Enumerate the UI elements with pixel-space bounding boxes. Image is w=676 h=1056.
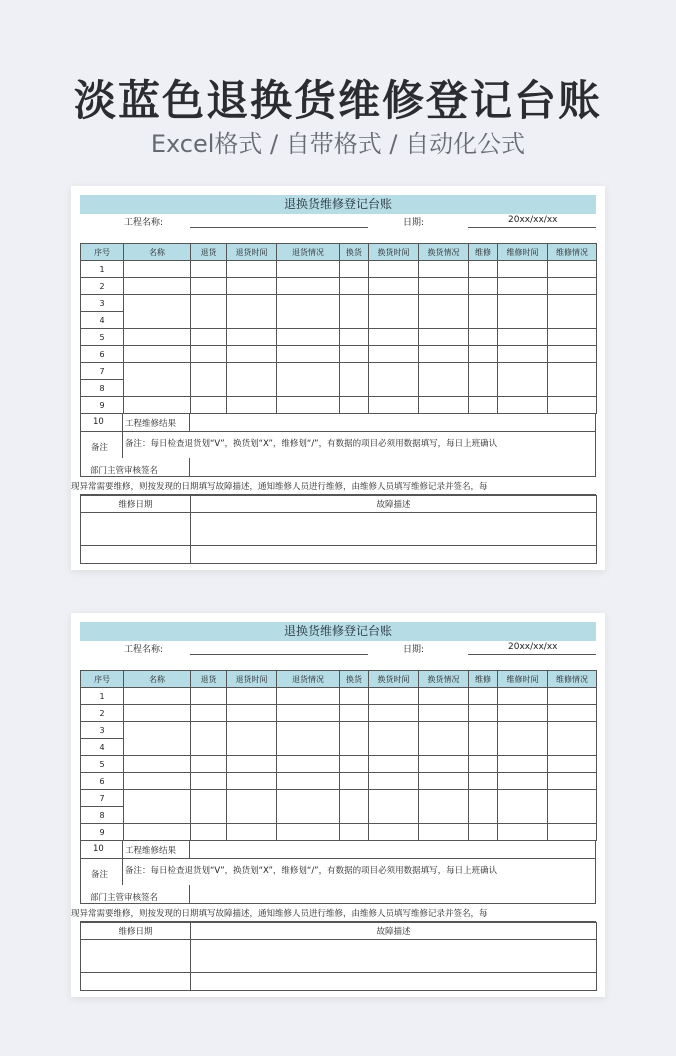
sheet-title: 退换货维修登记台账 [80,622,596,641]
table-cell[interactable] [469,295,498,329]
row-number: 4 [81,739,124,756]
table-row [81,773,597,790]
ledger-sheet [71,613,605,997]
table-cell[interactable] [340,363,369,397]
column-header: 退货 [191,671,227,688]
table-cell[interactable] [340,346,369,363]
table-cell[interactable] [124,790,191,824]
table-cell[interactable] [369,278,419,295]
table-cell[interactable] [498,773,548,790]
table-cell[interactable] [548,346,597,363]
table-cell[interactable] [498,295,548,329]
table-cell[interactable] [340,688,369,705]
table-cell[interactable] [419,363,469,397]
column-header: 序号 [81,671,124,688]
row-number: 5 [81,756,124,773]
table-cell[interactable] [124,773,191,790]
table-cell[interactable] [548,705,597,722]
table-cell[interactable] [340,722,369,756]
table-cell[interactable] [124,261,191,278]
ledger-sheet [71,186,605,570]
table-cell[interactable] [277,773,340,790]
table-cell[interactable] [277,688,340,705]
table-cell[interactable] [548,295,597,329]
notes-block [71,841,596,922]
table-cell[interactable] [369,756,419,773]
table-cell[interactable] [469,824,498,841]
table-cell[interactable] [498,790,548,824]
table-cell[interactable] [419,705,469,722]
column-header: 序号 [81,244,124,261]
table-cell[interactable] [548,824,597,841]
row-number: 1 [81,261,124,278]
table-cell[interactable] [340,705,369,722]
table-cell[interactable] [419,261,469,278]
column-header: 维修时间 [498,671,548,688]
table-cell[interactable] [227,773,277,790]
row-number: 3 [81,722,124,739]
sign-label: 部门主管审核签名 [90,893,159,903]
table-row [81,346,597,363]
note-label: 备注 [91,443,109,453]
repair-date-cell[interactable] [81,546,191,564]
hero-title: 淡蓝色退换货维修登记台账 [73,76,602,125]
table-row [81,688,597,705]
table-cell[interactable] [124,329,191,346]
table-cell[interactable] [277,722,340,756]
table-cell[interactable] [340,756,369,773]
table-cell[interactable] [227,346,277,363]
table-cell[interactable] [191,722,227,756]
row-number: 10 [93,844,104,854]
repair-date-header: 维修日期 [81,496,191,513]
column-header: 退货 [191,244,227,261]
row-number: 7 [81,790,124,807]
table-cell[interactable] [277,705,340,722]
column-header: 换货情况 [419,244,469,261]
table-cell[interactable] [227,705,277,722]
table-row [81,295,597,312]
table-row [81,261,597,278]
table-cell[interactable] [369,329,419,346]
ledger-table [80,670,597,841]
project-name-label: 工程名称: [124,218,164,228]
table-cell[interactable] [419,773,469,790]
table-cell[interactable] [548,278,597,295]
row-number: 6 [81,346,124,363]
table-cell[interactable] [369,688,419,705]
table-cell[interactable] [191,756,227,773]
row-number: 9 [81,397,124,414]
column-header: 换货时间 [369,671,419,688]
table-cell[interactable] [419,397,469,414]
table-cell[interactable] [124,688,191,705]
table-cell[interactable] [227,295,277,329]
table-cell[interactable] [227,824,277,841]
column-header: 维修时间 [498,244,548,261]
column-header: 退货情况 [277,671,340,688]
fault-desc-cell[interactable] [191,973,597,991]
table-cell[interactable] [498,329,548,346]
table-cell[interactable] [548,756,597,773]
row-number: 4 [81,312,124,329]
table-cell[interactable] [124,705,191,722]
column-header: 换货 [340,244,369,261]
table-cell[interactable] [191,773,227,790]
table-cell[interactable] [469,397,498,414]
table-row [81,397,597,414]
table-cell[interactable] [419,295,469,329]
column-header: 维修情况 [548,671,597,688]
table-row [81,790,597,807]
table-cell[interactable] [498,722,548,756]
row-number: 1 [81,688,124,705]
table-cell[interactable] [340,773,369,790]
table-cell[interactable] [191,705,227,722]
note-text: 备注：每日检查退货划“V”，换货划“X”，维修划“/”，有数据的项目必须用数据填写，每日上班确认 [125,439,498,449]
date-value[interactable]: 20xx/xx/xx [508,215,558,225]
table-cell[interactable] [369,295,419,329]
table-cell[interactable] [369,261,419,278]
table-cell[interactable] [369,824,419,841]
row-number: 2 [81,278,124,295]
table-cell[interactable] [469,773,498,790]
table-row [81,824,597,841]
row-number: 6 [81,773,124,790]
table-cell[interactable] [124,278,191,295]
column-header: 名称 [124,244,191,261]
table-cell[interactable] [419,722,469,756]
table-cell[interactable] [340,790,369,824]
table-cell[interactable] [124,722,191,756]
table-cell[interactable] [469,756,498,773]
column-header: 换货 [340,671,369,688]
column-header: 退货时间 [227,671,277,688]
column-header: 换货情况 [419,671,469,688]
table-cell[interactable] [469,722,498,756]
table-cell[interactable] [548,790,597,824]
project-name-label: 工程名称: [124,645,164,655]
table-row [81,278,597,295]
fault-desc-cell[interactable] [191,513,597,546]
table-cell[interactable] [124,363,191,397]
table-cell[interactable] [419,329,469,346]
table-cell[interactable] [369,722,419,756]
column-header: 名称 [124,671,191,688]
table-row [81,363,597,380]
table-cell[interactable] [277,295,340,329]
table-cell[interactable] [124,824,191,841]
table-cell[interactable] [227,363,277,397]
ledger-table [80,243,597,414]
table-cell[interactable] [548,773,597,790]
instruction-text: 现异常需要维修，则按发现的日期填写故障描述，通知维修人员进行维修，由维修人员填写维修记录并签名，每 [71,909,488,919]
table-cell[interactable] [340,295,369,329]
table-row [81,722,597,739]
table-cell[interactable] [369,397,419,414]
column-header: 退货情况 [277,244,340,261]
row-number: 7 [81,363,124,380]
note-text: 备注：每日检查退货划“V”，换货划“X”，维修划“/”，有数据的项目必须用数据填写，每日上班确认 [125,866,498,876]
table-cell[interactable] [191,790,227,824]
table-cell[interactable] [227,688,277,705]
fault-desc-header: 故障描述 [191,923,597,940]
date-label: 日期: [403,218,425,228]
date-value[interactable]: 20xx/xx/xx [508,642,558,652]
project-name-field[interactable] [190,654,368,655]
table-cell[interactable] [124,397,191,414]
table-cell[interactable] [498,261,548,278]
table-cell[interactable] [369,790,419,824]
fault-desc-cell[interactable] [191,940,597,973]
table-cell[interactable] [191,363,227,397]
row-number: 8 [81,380,124,397]
table-cell[interactable] [340,397,369,414]
table-cell[interactable] [227,756,277,773]
table-cell[interactable] [191,278,227,295]
table-cell[interactable] [369,363,419,397]
table-cell[interactable] [340,278,369,295]
row-number: 10 [93,417,104,427]
table-cell[interactable] [227,397,277,414]
table-cell[interactable] [277,346,340,363]
table-cell[interactable] [191,397,227,414]
project-name-field[interactable] [190,227,368,228]
note-label: 备注 [91,870,109,880]
hero-subtitle: Excel格式 / 自带格式 / 自动化公式 [150,130,526,158]
instruction-text: 现异常需要维修，则按发现的日期填写故障描述，通知维修人员进行维修，由维修人员填写维修记录并签名，每 [71,482,488,492]
table-cell[interactable] [227,329,277,346]
table-cell[interactable] [498,346,548,363]
row-number: 8 [81,807,124,824]
column-header: 退货时间 [227,244,277,261]
table-cell[interactable] [227,278,277,295]
table-cell[interactable] [419,688,469,705]
table-cell[interactable] [191,824,227,841]
table-cell[interactable] [369,705,419,722]
table-cell[interactable] [277,278,340,295]
table-cell[interactable] [469,278,498,295]
row-number: 5 [81,329,124,346]
table-cell[interactable] [469,688,498,705]
table-cell[interactable] [340,824,369,841]
table-cell[interactable] [191,346,227,363]
table-cell[interactable] [277,790,340,824]
table-cell[interactable] [498,363,548,397]
meta-row [80,214,596,229]
table-cell[interactable] [498,688,548,705]
fault-desc-cell[interactable] [191,546,597,564]
row-number: 2 [81,705,124,722]
table-cell[interactable] [469,363,498,397]
table-cell[interactable] [191,295,227,329]
table-cell[interactable] [419,790,469,824]
table-row [81,329,597,346]
fault-desc-header: 故障描述 [191,496,597,513]
table-cell[interactable] [277,329,340,346]
table-cell[interactable] [340,261,369,278]
table-cell[interactable] [227,722,277,756]
table-cell[interactable] [340,329,369,346]
sign-label: 部门主管审核签名 [90,466,159,476]
row-number: 3 [81,295,124,312]
repair-log-table [80,495,597,564]
repair-date-header: 维修日期 [81,923,191,940]
column-header: 维修情况 [548,244,597,261]
result-label: 工程维修结果 [125,419,177,429]
table-cell[interactable] [548,688,597,705]
date-field-line [468,654,596,655]
table-cell[interactable] [498,824,548,841]
meta-row [80,641,596,656]
table-cell[interactable] [419,278,469,295]
table-cell[interactable] [124,756,191,773]
table-cell[interactable] [369,773,419,790]
table-cell[interactable] [469,329,498,346]
table-cell[interactable] [548,363,597,397]
table-cell[interactable] [419,346,469,363]
table-cell[interactable] [227,261,277,278]
column-header: 维修 [469,671,498,688]
table-cell[interactable] [498,705,548,722]
table-cell[interactable] [277,824,340,841]
table-cell[interactable] [548,261,597,278]
notes-block [71,414,596,495]
table-cell[interactable] [469,346,498,363]
column-header: 维修 [469,244,498,261]
date-field-line [468,227,596,228]
table-cell[interactable] [419,756,469,773]
table-cell[interactable] [469,261,498,278]
table-cell[interactable] [124,295,191,329]
row-number: 9 [81,824,124,841]
table-row [81,705,597,722]
table-cell[interactable] [277,756,340,773]
repair-log-table [80,922,597,991]
table-cell[interactable] [191,688,227,705]
table-cell[interactable] [277,261,340,278]
table-cell[interactable] [124,346,191,363]
table-cell[interactable] [548,329,597,346]
table-cell[interactable] [227,790,277,824]
table-cell[interactable] [419,824,469,841]
table-cell[interactable] [369,346,419,363]
column-header: 换货时间 [369,244,419,261]
table-cell[interactable] [277,363,340,397]
table-cell[interactable] [548,722,597,756]
repair-date-cell[interactable] [81,940,191,973]
table-cell[interactable] [469,705,498,722]
table-cell[interactable] [191,329,227,346]
repair-date-cell[interactable] [81,513,191,546]
table-row [81,756,597,773]
table-cell[interactable] [277,397,340,414]
table-cell[interactable] [498,756,548,773]
table-cell[interactable] [469,790,498,824]
date-label: 日期: [403,645,425,655]
table-cell[interactable] [191,261,227,278]
result-label: 工程维修结果 [125,846,177,856]
table-cell[interactable] [498,278,548,295]
sheet-title: 退换货维修登记台账 [80,195,596,214]
table-cell[interactable] [498,397,548,414]
repair-date-cell[interactable] [81,973,191,991]
table-cell[interactable] [548,397,597,414]
